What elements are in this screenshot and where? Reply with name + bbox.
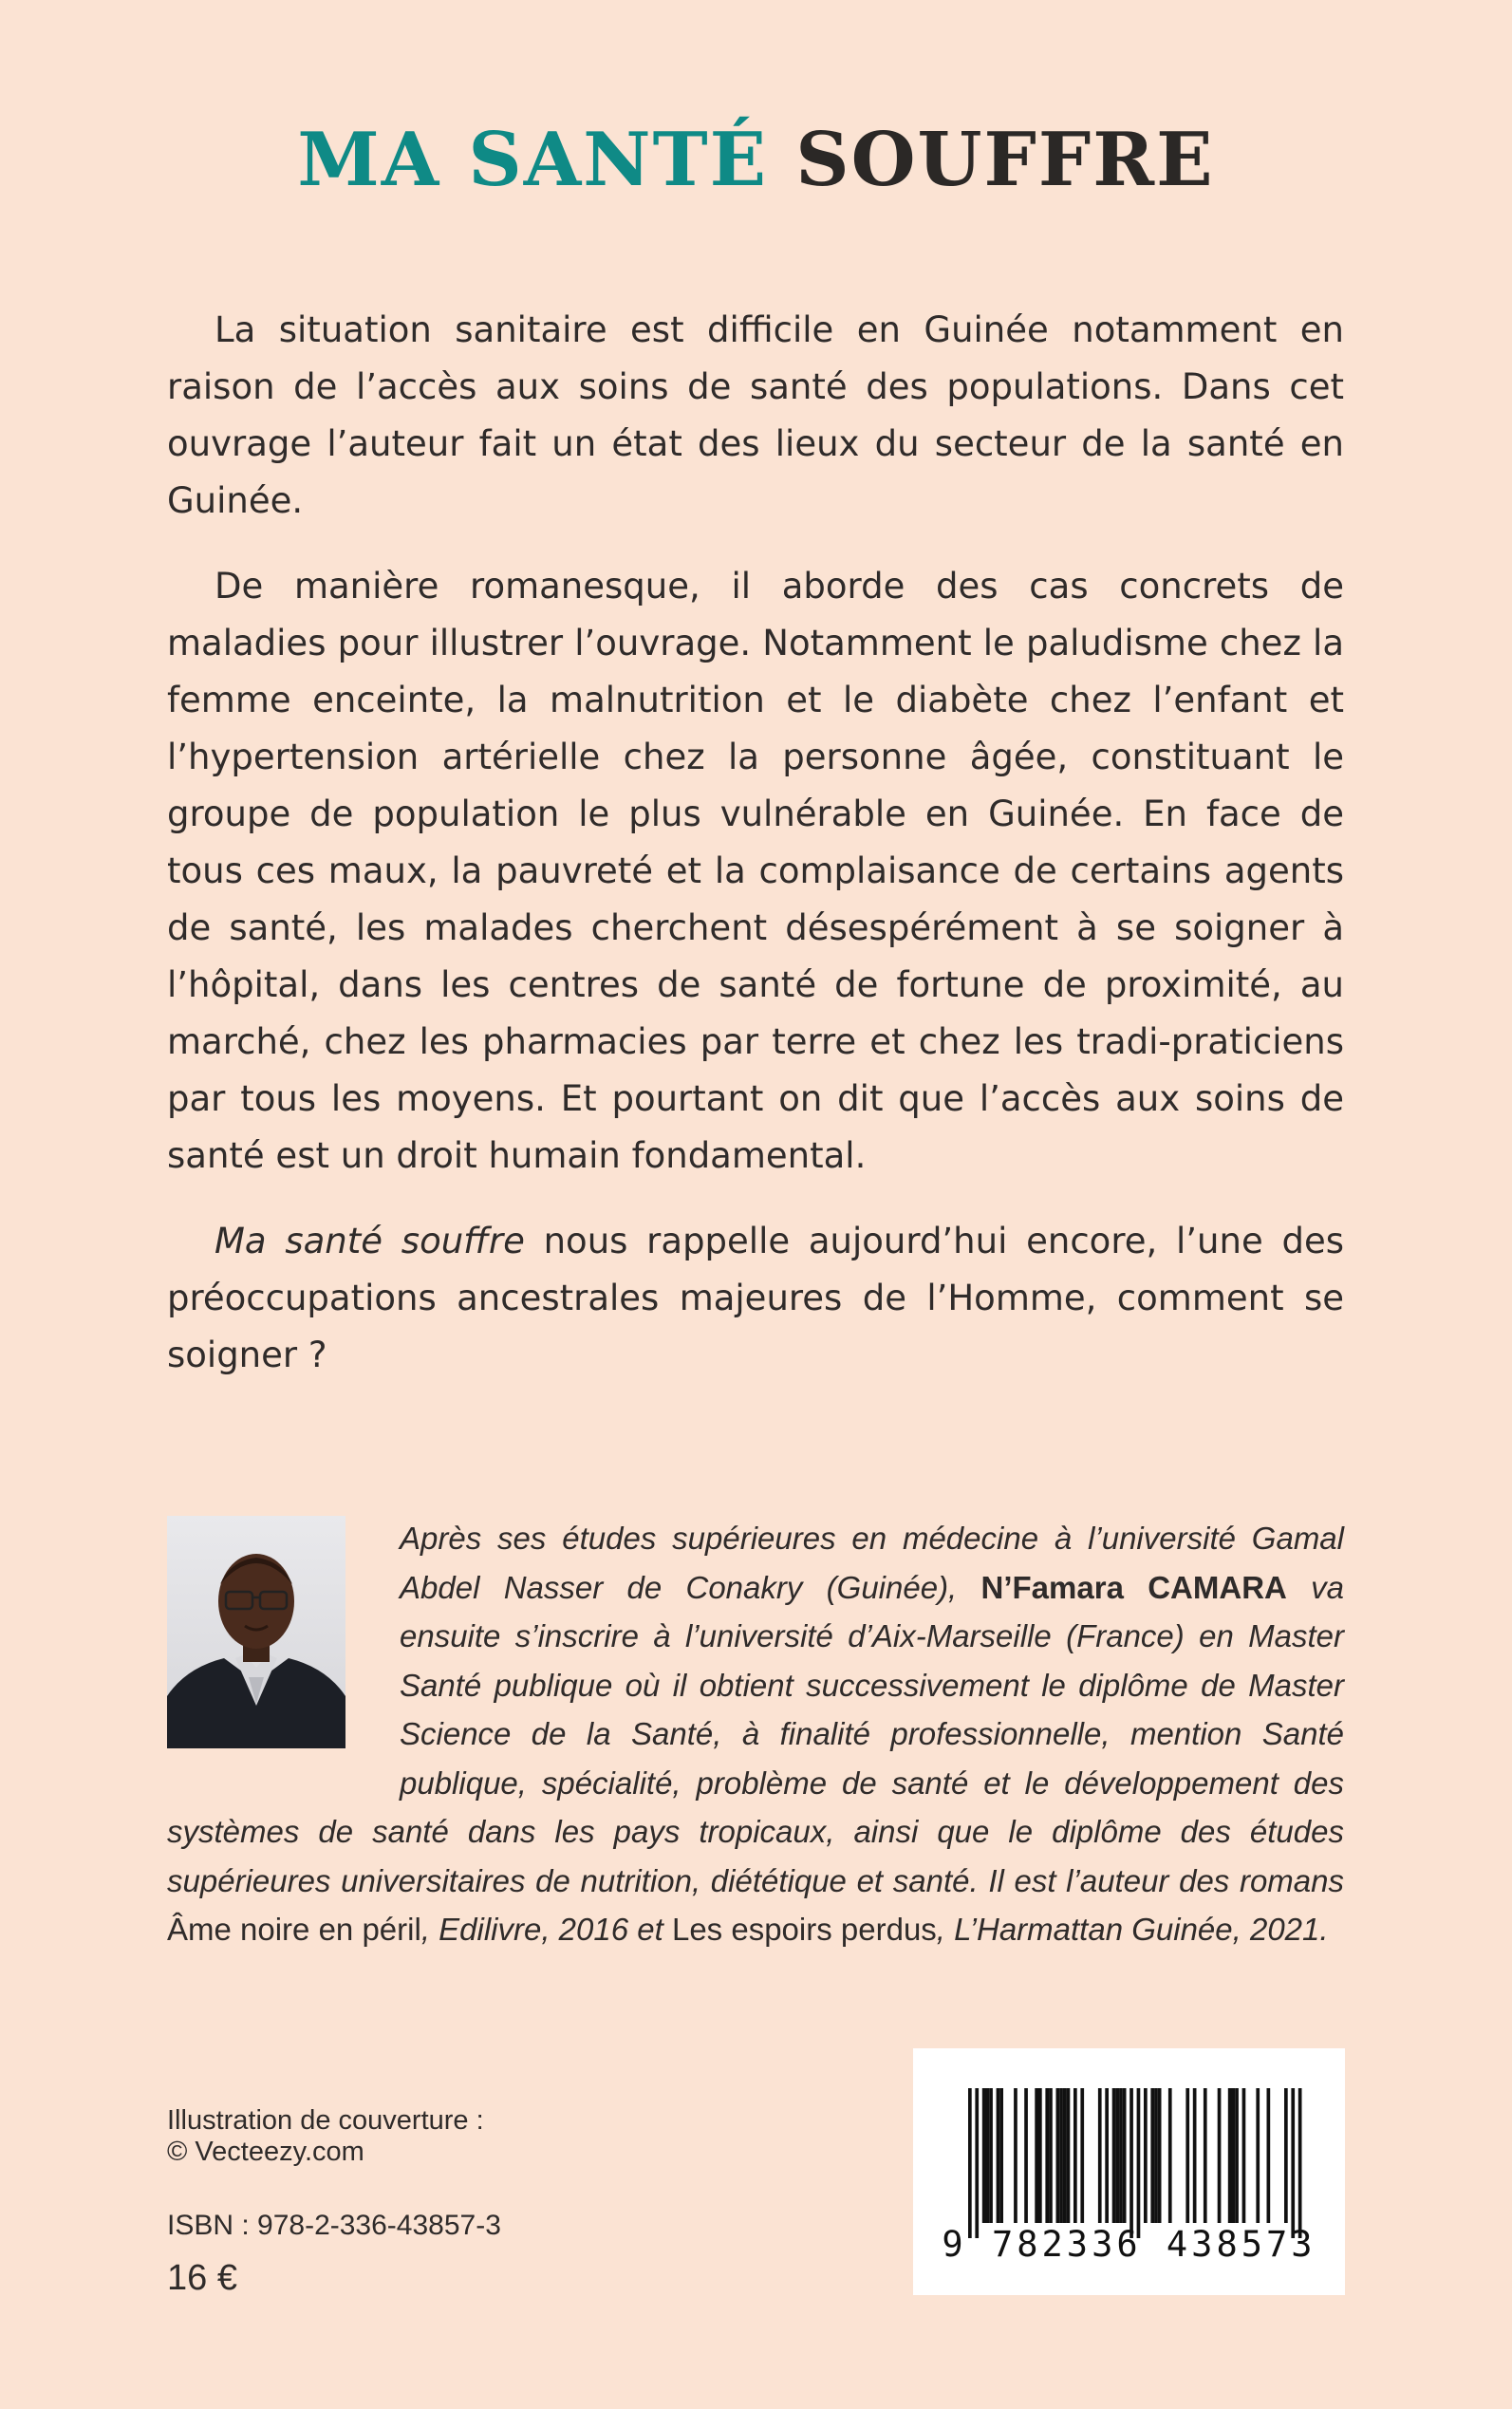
barcode-bar — [968, 2088, 972, 2238]
barcode-bar — [1098, 2088, 1102, 2223]
bio-photo-spacer — [167, 1514, 400, 1759]
barcode-bar — [1059, 2088, 1063, 2223]
barcode-bar — [982, 2088, 986, 2223]
barcode-digits: 9 782336 438573 — [942, 2224, 1316, 2265]
barcode-bar — [1284, 2088, 1288, 2223]
barcode-bar — [1185, 2088, 1189, 2223]
barcode-bar — [1256, 2088, 1260, 2223]
barcode-bar — [1056, 2088, 1060, 2223]
barcode — [913, 2048, 1345, 2295]
barcode-bar — [1232, 2088, 1236, 2223]
barcode-bar — [1298, 2088, 1302, 2238]
barcode-bar — [986, 2088, 990, 2223]
barcode-bar — [1119, 2088, 1123, 2223]
barcode-bar — [1144, 2088, 1148, 2223]
book-title-2: Les espoirs perdus — [671, 1912, 937, 1947]
bio-text-1: Après ses études supérieures en médecine à l’université Gamal Abdel Nasser de Conakry (Guinée), — [400, 1521, 1344, 1605]
barcode-bar — [997, 2088, 1000, 2223]
barcode-bar — [1014, 2088, 1017, 2223]
barcode-bar — [1154, 2088, 1158, 2223]
barcode-bar — [1115, 2088, 1119, 2223]
bio-text-3: , Edilivre, 2016 et — [420, 1912, 672, 1947]
barcode-bar — [1035, 2088, 1038, 2223]
barcode-bar — [1137, 2088, 1141, 2238]
barcode-bar — [989, 2088, 993, 2223]
summary-paragraph-3 — [167, 1213, 1344, 1384]
summary-paragraph-1: La situation sanitaire est difficile en Guinée notamment en raison de l’accès aux soins de santé des populations. Dans cet ouvrage l’auteur fait un état des lieux du secteur de la santé en Guinée. — [167, 309, 1344, 521]
barcode-bar — [1291, 2088, 1295, 2238]
bio-text-2: va ensuite s’inscrire à l’université d’Aix-Marseille (France) en Master Santé publique où il obtient successivement le diplôme de Master Science de la Santé, à finalité professionnelle, mention Santé publique, spécialité, problème de santé et le développement des systèmes de santé dans les pays tropicaux, ainsi que le diplôme des études supérieures universitaires de nutrition, diététique et santé. Il est l’auteur des romans — [167, 1569, 1344, 1898]
summary-text — [167, 302, 1344, 1412]
barcode-bar — [1218, 2088, 1222, 2223]
barcode-bar — [1038, 2088, 1042, 2223]
barcode-bar — [1193, 2088, 1197, 2223]
book-title-1: Âme noire en péril — [167, 1912, 421, 1947]
barcode-bar — [975, 2088, 979, 2238]
barcode-bar — [1080, 2088, 1084, 2223]
barcode-bar — [1129, 2088, 1133, 2238]
isbn: ISBN : 978-2-336-43857-3 — [167, 2210, 501, 2241]
summary-book-title: Ma santé souffre — [215, 1221, 525, 1261]
barcode-bar — [1045, 2088, 1049, 2223]
barcode-bar — [1024, 2088, 1028, 2223]
barcode-bar — [1112, 2088, 1116, 2223]
barcode-bar — [1123, 2088, 1127, 2223]
barcode-bar — [1049, 2088, 1053, 2223]
barcode-bar — [1063, 2088, 1067, 2223]
barcode-bar — [1228, 2088, 1232, 2223]
credits-line-2: © Vecteezy.com — [167, 2137, 364, 2167]
bio-text-4: , L’Harmattan Guinée, 2021. — [936, 1912, 1329, 1947]
barcode-bar — [1267, 2088, 1271, 2223]
summary-paragraph-2: De manière romanesque, il aborde des cas concrets de maladies pour illustrer l’ouvrage. Notamment le paludisme chez la femme enceinte, la malnutrition et le diabète chez l’enfant et l’hypertension artérielle chez la personne âgée, constituant le groupe de population le plus vulnérable en Guinée. En face de tous ces maux, la pauvreté et la complaisance de certains agents de santé, les malades cherchent désespérément à se soigner à l’hôpital, dans les centres de santé de fortune de proximité, au marché, chez les pharmacies par terre et chez les tradi-praticiens par tous les moyens. Et pourtant on dit que l’accès aux soins de santé est un droit humain fondamental. — [167, 566, 1344, 1176]
barcode-bar — [1150, 2088, 1154, 2223]
barcode-bar — [1105, 2088, 1109, 2223]
barcode-bar — [1204, 2088, 1207, 2223]
author-bio — [167, 1514, 1344, 1954]
book-title — [0, 117, 1512, 203]
summary-paragraph-3-text: nous rappelle aujourd’hui encore, l’une des préoccupations ancestrales majeures de l’Homme, comment se soigner ? — [167, 1221, 1344, 1375]
barcode-bar — [1168, 2088, 1172, 2223]
title-part-1: MA SANTÉ — [297, 117, 769, 203]
title-part-2: SOUFFRE — [795, 117, 1215, 203]
illustration-credits — [167, 2105, 484, 2168]
barcode-bar — [1242, 2088, 1246, 2223]
barcode-bar — [1067, 2088, 1071, 2223]
barcode-bar — [1158, 2088, 1162, 2223]
price: 16 € — [167, 2258, 237, 2298]
credits-line-1: Illustration de couverture : — [167, 2105, 484, 2136]
author-name: N’Famara CAMARA — [980, 1569, 1287, 1605]
barcode-bar — [1073, 2088, 1077, 2223]
barcode-bar — [999, 2088, 1003, 2223]
barcode-bar — [1235, 2088, 1239, 2223]
